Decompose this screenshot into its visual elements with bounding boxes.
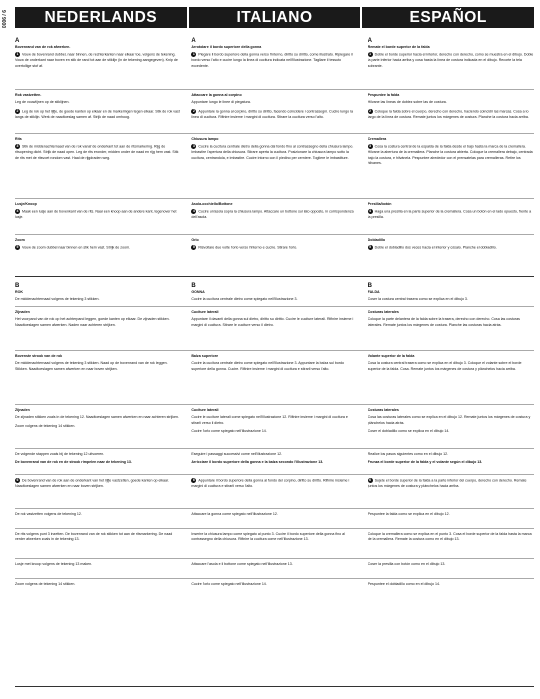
instruction-row	[15, 32, 534, 90]
step-text: Cucire l'orlo come spiegato nell'illustrazione 14.	[191, 429, 267, 434]
instruction-row	[15, 509, 534, 529]
instruction-cell-it	[191, 475, 357, 508]
step-number-badge: 6	[16, 478, 19, 482]
step-heading: Costuras laterales	[367, 310, 399, 314]
step-text: 1 Vouw de bovenrand dubbel, naar binnen, de rechterkanten naar elkaar toe, volgens de tekening. Vouw de onderkant naar boven en stik de rand tot aan de stiklijn (in de tekening aangegeven). Knip de overtollige stof af.	[15, 52, 178, 68]
step-number-badge: 5	[16, 245, 19, 250]
section-letter: A	[15, 38, 20, 44]
step-heading: Cuciture laterali	[191, 310, 219, 314]
step-text: Appuntare il davanti della gonna sul dietro, diritto su diritto. Cucire le cuciture laterali. Rifinire insieme i margini di cucitura. Stirare le cuciture verso il dietro.	[191, 317, 354, 327]
step-number-badge: 3	[369, 144, 372, 149]
step-text: Attaccare la gonna come spiegato nell'illustrazione 12.	[191, 512, 278, 516]
step-text: Cosa las costuras laterales como se explica en el dibujo 12. Remate juntos los márgenes de costura y plánchelos hacia atrás.	[367, 415, 531, 425]
step-number-badge: 5	[192, 245, 195, 250]
instruction-cell-nl	[15, 277, 181, 306]
instruction-cell-nl	[15, 90, 181, 133]
step-number-badge: 1	[16, 52, 19, 57]
instruction-cell-nl	[15, 449, 181, 474]
step-text: De volgende stappen zoals bij de tekening 12 uitvoeren.	[15, 452, 105, 456]
step-text: Cucire l'orlo come spiegato nell'illustrazione 14.	[191, 582, 267, 586]
instruction-cell-it	[191, 235, 357, 276]
instruction-row	[15, 134, 534, 199]
section-letter: B	[191, 283, 196, 289]
instruction-cell-it	[191, 509, 357, 528]
instruction-cell-nl	[15, 475, 181, 508]
step-number-badge: 1	[369, 52, 372, 57]
step-heading: Zijnaden	[15, 310, 30, 314]
step-heading: Cremallera	[367, 137, 387, 141]
step-number-badge: 2	[16, 108, 19, 113]
section-letter: B	[367, 283, 372, 289]
instruction-cell-es	[368, 134, 534, 198]
step-text: 2 Coloque la falda sobre el cuerpo, derecho con derecho, haciendo coincidir las marcas. Cosa a lo largo de la línea de costura. Remate juntos los márgenes de costura. Planche la costura hacia arriba.	[367, 108, 529, 119]
section-subtext: Coser la costura central trasera como se explica en el dibujo 3.	[367, 297, 468, 302]
step-text: Attaccare l'asola e il bottone come spiegato nell'illustrazione 13.	[191, 562, 293, 566]
instruction-cell-it	[191, 529, 357, 558]
instruction-cell-nl	[15, 32, 181, 89]
language-headers	[15, 7, 534, 28]
step-heading: Bovenrand van de rok afwerken.	[15, 45, 71, 49]
step-number-badge: 5	[369, 245, 372, 250]
step-number-badge: 1	[192, 52, 195, 57]
instruction-row	[15, 405, 534, 449]
step-number-badge: 6	[369, 478, 372, 482]
section-title: FALDA	[367, 290, 380, 294]
step-text: Pespuntee el dobladillo como en el dibujo 14.	[367, 582, 440, 586]
instruction-cell-es	[368, 90, 534, 133]
step-text: Coser la presilla con botón como en el dibujo 13.	[367, 562, 446, 566]
step-heading: Attaccare la gonna al corpino	[191, 93, 242, 97]
step-subtext: Appuntare lungo le linee di piegatura.	[191, 100, 251, 105]
step-text: 6 De bovenrand van de rok aan de onderkant van het lijfje vastzetten, goede kanten op elkaar. Naadtoeslagen samen afwerken en naar boven strijken.	[15, 478, 170, 488]
step-heading: Asola-occhiello/Bottone	[191, 202, 233, 206]
section-letter: A	[367, 38, 372, 44]
instruction-row	[15, 351, 534, 405]
instruction-cell-es	[368, 509, 534, 528]
instruction-cell-es	[368, 307, 534, 350]
step-text: 4 Haga una presilla en la parte superior de la cremallera. Cosa un botón en el lado opuesto, frente a la presilla.	[367, 209, 532, 220]
step-heading: Bovenste strook van de rok	[15, 354, 63, 358]
step-text: Zoom volgens de tekening 14 stikken.	[15, 582, 76, 586]
step-heading: Arrotolare il bordo superiore della gonna	[191, 45, 262, 49]
step-heading: Orlo	[191, 238, 199, 242]
instruction-cell-nl	[15, 579, 181, 601]
step-text: Cucire la cucitura centrale dietro come spiegato nell'illustrazione 3. Appuntare la balza sul bordo superiore della gonna. Cucire. Rifinire insieme i margini di cucitura e stirarli verso l'alto.	[191, 361, 345, 371]
instruction-cell-nl	[15, 134, 181, 198]
step-number-badge: 4	[16, 209, 19, 214]
step-text: Coser el dobladillo como se explica en el dibujo 14.	[367, 429, 450, 434]
step-text: Zoom volgens de tekening 14 stikken.	[15, 423, 76, 428]
step-number-badge: 2	[192, 108, 195, 113]
step-text: Het voorpand van de rok op het achterpand leggen, goede kanten op elkaar. De zijnaden stikken. Naadtoeslagen samen afwerken. Naden naar achteren strijken.	[15, 317, 170, 327]
header-spanish: ESPAÑOL	[362, 7, 534, 28]
section-title: GONNA	[191, 290, 205, 294]
step-number-badge: 2	[369, 108, 372, 113]
instruction-cell-es	[368, 579, 534, 601]
instruction-cell-es	[368, 351, 534, 404]
step-text: 4 Maak een lusje aan de bovenkant van de rits. Naai een knoop aan de andere kant, tegenover het lusje.	[15, 209, 177, 220]
instruction-row	[15, 307, 534, 351]
instruction-cell-es	[368, 529, 534, 558]
page-number: 0006 / 6	[2, 10, 8, 29]
instruction-row	[15, 579, 534, 601]
step-heading: Presilla/botón	[367, 202, 392, 206]
instruction-cell-it	[191, 449, 357, 474]
instruction-cell-it	[191, 277, 357, 306]
step-text: Cucire le cuciture laterali come spiegato nell'illustrazione 12. Rifinire insieme i margini di cucitura e stirarli verso il dietro.	[191, 415, 348, 425]
instruction-cell-it	[191, 405, 357, 448]
step-text: 5 Risvoltare due volte l'orlo verso l'interno e cucire. Stirare l'orlo.	[192, 245, 298, 250]
step-text: 1 Doble el borde superior hacia el interior, derecho con derecho, como se muestra en el dibujo. Doble la parte inferior hacia arriba y cosa hasta la línea de costura indicada en el dibujo. Recorte la tela sobrante.	[367, 52, 534, 68]
step-text: 2 Leg de rok op het lijfje, de goede kanten op elkaar en de markeringen tegen elkaar. Stik de rok vast langs de stiklijn. Werk de naadtoeslag samen af. Strijk de naad omhoog.	[15, 108, 180, 119]
section-title: ROK	[15, 290, 23, 294]
header-italian: ITALIANO	[189, 7, 361, 28]
instruction-cell-nl	[15, 559, 181, 578]
step-heading: Lusje/Knoop	[15, 202, 37, 206]
section-letter: A	[191, 38, 196, 44]
step-heading: Rits	[15, 137, 22, 141]
instruction-cell-it	[191, 90, 357, 133]
header-dutch: NEDERLANDS	[15, 7, 187, 28]
step-text: De rits volgens punt 3 inzetten. De bovenrand van de rok stikken tot aan de ritsmarkering. De naad verder afwerken zoals in de tekening 13.	[15, 532, 173, 542]
instruction-row	[15, 449, 534, 475]
step-text: Realice los pasos siguientes como en el dibujo 12.	[367, 452, 449, 456]
step-heading: Zoom	[15, 238, 25, 242]
instruction-row	[15, 277, 534, 307]
step-bold-text: Frunza el borde superior de la falda y el volante según el dibujo 13.	[367, 460, 483, 465]
step-bold-text: De bovenrand van de rok en de strook rimpelen naar de tekening 13.	[15, 460, 132, 465]
section-subtext: De middenachternaad volgens de tekening 3 stikken.	[15, 297, 100, 302]
instruction-cell-es	[368, 235, 534, 276]
instruction-cell-it	[191, 32, 357, 89]
instruction-cell-es	[368, 559, 534, 578]
instruction-row	[15, 199, 534, 235]
instruction-cell-es	[368, 475, 534, 508]
instruction-cell-it	[191, 579, 357, 601]
instruction-cell-it	[191, 351, 357, 404]
step-heading: Balza superiore	[191, 354, 219, 358]
step-text: 1 Piegare il bordo superiore della gonna verso l'interno, diritto su diritto, come illustrato. Ripiegare il bordo verso l'alto e cucire lungo la linea di cucitura indicata nell'illustrazione. Tagliare il tessuto eccedente.	[191, 52, 353, 68]
step-text: 5 Vouw de zoom dubbel naar binnen en stik hem vast. Strijk de zoom.	[16, 245, 131, 250]
instruction-cell-it	[191, 134, 357, 198]
step-subtext: Hilvane las líneas de doblez sobre las de costura.	[367, 100, 447, 105]
instruction-cell-nl	[15, 307, 181, 350]
instruction-row	[15, 559, 534, 579]
step-text: De rok vastzetten volgens de tekening 12.	[15, 512, 82, 516]
step-text: 6 Appuntare il bordo superiore della gonna al fondo del corpino, diritto su diritto. Rifinire insieme i margini di cucitura e stirarli verso l'alto.	[191, 478, 350, 488]
step-text: Eseguire i passaggi successivi come nell'illustrazione 12.	[191, 452, 283, 456]
step-text: Coloque la cremallera como se explica en el punto 3. Cosa el borde superior de la falda hasta la marca de la cremallera. Remate la costura como en el dibujo 13.	[367, 532, 532, 542]
step-text: De middenachternaad volgens de tekening 3 stikken. Naad op de bovenrand van de rok leggen. Stikken. Naadtoeslagen samen afwerken en naar boven strijken.	[15, 361, 168, 371]
step-text: Inserire la chiusura lampo come spiegato al punto 3. Cucire il bordo superiore della gonna fino al contrassegno della chiusura. Rifinire la cucitura come nell'illustrazione 13.	[191, 532, 345, 542]
instruction-page	[15, 7, 534, 687]
instruction-row	[15, 529, 534, 559]
step-text: 6 Sujete el borde superior de la falda a la parte inferior del cuerpo, derecho con derecho. Remate juntos los márgenes de costura y plánchelos hacia arriba.	[367, 478, 527, 488]
instruction-cell-it	[191, 199, 357, 234]
section-letter: B	[15, 283, 20, 289]
step-text: De zijnaden stikken zoals in de tekening 12. Naadtoeslagen samen afwerken en naar achteren strijken.	[15, 415, 180, 420]
instruction-cell-es	[368, 405, 534, 448]
step-number-badge: 3	[16, 144, 19, 149]
step-heading: Remate el borde superior de la falda	[367, 45, 430, 49]
step-heading: Dobladillo	[367, 238, 386, 242]
instruction-cell-nl	[15, 529, 181, 558]
step-text: 3 Stik de middenachternaad van de rok vanaf de onderkant tot aan de ritsmarkering. Rijg de ritsopening dicht. Strijk de naad open. Leg de rits eronder, midden onder de naad en rijg hem vast. Stik de rits met de ritsvoet rondom vast. Haal de rijgdraden weg.	[15, 144, 179, 160]
step-number-badge: 3	[192, 144, 195, 149]
step-heading: Costuras laterales	[367, 408, 399, 412]
instruction-cell-nl	[15, 351, 181, 404]
step-text: 4 Cucire un'asola sopra la chiusura lampo. Attaccare un bottone sul lato opposto, in corrispondenza dell'asola.	[191, 209, 354, 220]
step-text: Lusje met knoop volgens de tekening 13 maken.	[15, 562, 93, 566]
step-heading: Cuciture laterali	[191, 408, 219, 412]
instruction-row	[15, 90, 534, 134]
step-heading: Zijnaden	[15, 408, 30, 412]
instruction-cell-nl	[15, 199, 181, 234]
step-number-badge: 6	[192, 478, 195, 482]
instruction-cell-es	[368, 32, 534, 89]
step-text: Pespuntee la falda como se explica en el dibujo 12.	[367, 512, 450, 516]
instruction-rows	[15, 32, 534, 601]
step-text: 3 Cucire la cucitura centrale dietro della gonna dal fondo fino al contrassegno della chiusura lampo. Imbastire l'apertura della chiusura. Stirare aperta la cucitura. Posizionare la chiusura lampo sotto la cucitura, centrandola, e imbastire. Cucire intorno con il piedino per cerniere. Togliere le imbastiture.	[191, 144, 354, 160]
instruction-cell-it	[191, 559, 357, 578]
step-number-badge: 4	[192, 209, 195, 214]
instruction-cell-nl	[15, 405, 181, 448]
step-heading: Volante superior de la falda	[367, 354, 415, 358]
instruction-row	[15, 475, 534, 509]
step-bold-text: Arricciare il bordo superiore della gonna e la balza secondo l'illustrazione 13.	[191, 460, 324, 465]
step-number-badge: 4	[369, 209, 372, 214]
bottom-rule	[15, 686, 534, 687]
instruction-cell-nl	[15, 509, 181, 528]
instruction-cell-es	[368, 199, 534, 234]
step-text: 2 Appuntare la gonna al corpino, diritto su diritto, facendo coincidere i contrassegni. Cucire lungo la linea di cucitura. Rifinire insieme i margini di cucitura. Stirare la cucitura verso l'alto.	[191, 108, 353, 119]
step-text: Coloque la parte delantera de la falda sobre la trasera, derecho con derecho. Cosa las costuras laterales. Remate juntos los márgenes de costura. Planche las costuras hacia atrás.	[367, 317, 520, 327]
instruction-row	[15, 235, 534, 277]
instruction-cell-es	[368, 449, 534, 474]
instruction-cell-nl	[15, 235, 181, 276]
step-text: 5 Doble el dobladillo dos veces hacia el interior y cósalo. Planche el dobladillo.	[369, 245, 497, 250]
instruction-cell-es	[368, 277, 534, 306]
instruction-cell-it	[191, 307, 357, 350]
section-subtext: Cucire la cucitura centrale dietro come spiegato nell'illustrazione 3.	[191, 297, 298, 302]
step-heading: Chiusura lampo	[191, 137, 219, 141]
step-text: Cosa la costura central trasera como se explica en el dibujo 3. Coloque el volante sobre el borde superior de la falda. Cosa. Remate juntos los márgenes de costura y plánchelos hacia arriba.	[367, 361, 522, 371]
step-subtext: Leg de vouwlijnen op de stiklijnen.	[15, 100, 70, 105]
step-heading: Rok vastzetten.	[15, 93, 42, 97]
step-heading: Pespuntee la falda	[367, 93, 400, 97]
step-text: 3 Cosa la costura central de la espalda de la falda desde el bajo hasta la marca de la cremallera. Hilvane la abertura de la cremallera. Planche la costura abierta. Coloque la cremallera debajo, centrada bajo la costura, e hilvánela. Pespuntee alrededor con el prensatelas para cremalleras. Retire los hilvanes.	[367, 144, 533, 166]
